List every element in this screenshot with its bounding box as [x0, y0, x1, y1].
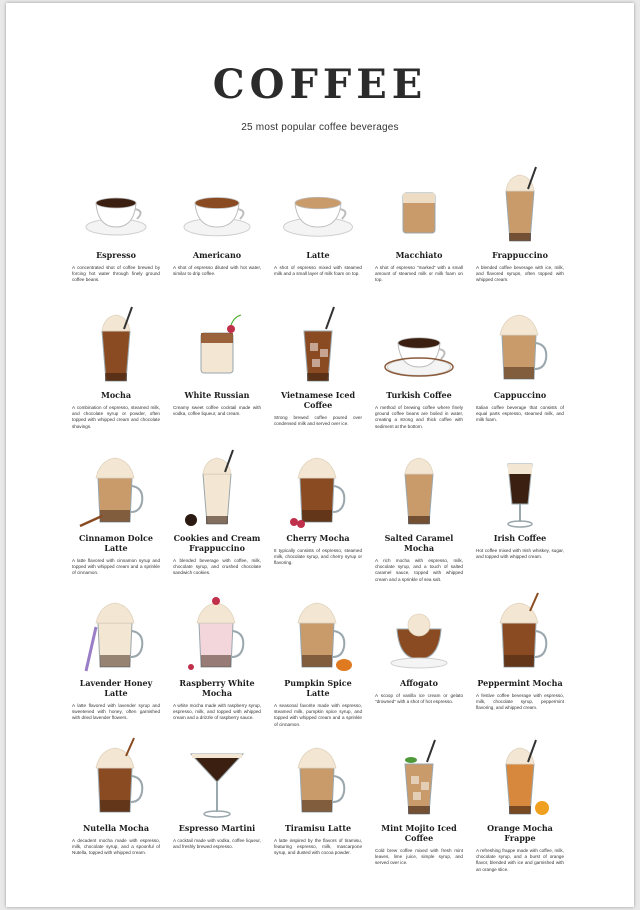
beverage-description: A shot of espresso "marked" with a small amount of steamed milk or milk foam on top.	[375, 265, 463, 283]
beverage-card	[476, 736, 564, 878]
nutella-mocha-glass-icon	[72, 736, 160, 820]
turkish-coffee-cup-icon	[375, 303, 463, 387]
beverage-description: Italian coffee beverage that consists of equal parts espresso, steamed milk, and milk foam.	[476, 405, 564, 423]
beverage-description: A blended coffee beverage with ice, milk, and flavored syrups, often topped with whipped cream.	[476, 265, 564, 283]
beverage-card	[274, 591, 362, 736]
beverage-card	[72, 591, 160, 736]
cinnamon-latte-mug-icon	[72, 446, 160, 530]
beverage-card	[274, 736, 362, 878]
beverage-name: Mint Mojito Iced Coffee	[381, 823, 457, 843]
beverage-description: Hot coffee mixed with Irish whiskey, sugar, and topped with whipped cream.	[476, 548, 564, 560]
beverage-card	[375, 736, 463, 878]
cherry-mocha-mug-icon	[274, 446, 362, 530]
beverage-description: A white mocha made with raspberry syrup, espresso, milk, and topped with whipped cream and a drizzle of raspberry sauce.	[173, 703, 261, 721]
beverage-card	[72, 163, 160, 303]
poster-title: COFFEE	[212, 61, 428, 108]
beverage-name: Espresso Martini	[178, 823, 256, 833]
beverage-description: A combination of espresso, steamed milk, and chocolate syrup or powder, often topped with whipped cream and chocolate shavings.	[72, 405, 160, 429]
beverage-card	[375, 446, 463, 591]
beverage-card	[375, 303, 463, 446]
mocha-glass-icon	[72, 303, 160, 387]
lavender-latte-mug-icon	[72, 591, 160, 675]
beverage-description: Strong brewed coffee poured over condensed milk and served over ice.	[274, 415, 362, 427]
beverage-description: A refreshing frappe made with coffee, milk, chocolate syrup, and a burst of orange flavor, blended with ice and garnished with an orange slice.	[476, 848, 564, 872]
beverage-description: A seasonal favorite made with espresso, steamed milk, pumpkin spice syrup, and topped with whipped cream and a sprinkle of cinnamon.	[274, 703, 362, 727]
mint-mojito-iced-coffee-icon	[375, 736, 463, 820]
beverage-name: Raspberry White Mocha	[179, 678, 255, 698]
beverage-card	[476, 446, 564, 591]
beverage-description: A cocktail made with vodka, coffee liqueur, and freshly brewed espresso.	[173, 838, 261, 850]
beverage-name: Frappuccino	[492, 250, 548, 260]
beverage-card	[72, 446, 160, 591]
cookies-frappuccino-icon	[173, 446, 261, 530]
salted-caramel-mocha-icon	[375, 446, 463, 530]
beverage-name: Cookies and Cream Frappuccino	[173, 533, 261, 553]
beverage-name: Mocha	[100, 390, 132, 400]
vietnamese-iced-coffee-icon	[274, 303, 362, 387]
beverage-card	[476, 303, 564, 446]
beverage-name: Vietnamese Iced Coffee	[280, 390, 356, 410]
beverage-description: Creamy sweet coffee cocktail made with vodka, coffee liqueur, and cream.	[173, 405, 261, 417]
beverage-name: White Russian	[184, 390, 250, 400]
beverage-name: Americano	[192, 250, 242, 260]
white-russian-glass-icon	[173, 303, 261, 387]
beverage-description: A shot of espresso diluted with hot water, similar to drip coffee.	[173, 265, 261, 277]
beverage-name: Tiramisu Latte	[284, 823, 352, 833]
beverage-name: Macchiato	[395, 250, 443, 260]
beverage-grid	[72, 163, 564, 878]
beverage-name: Nutella Mocha	[82, 823, 150, 833]
beverage-card	[274, 303, 362, 446]
beverage-name: Cinnamon Dolce Latte	[79, 533, 153, 553]
irish-coffee-glass-icon	[476, 446, 564, 530]
beverage-description: A latte inspired by the flavors of tiramisu, featuring espresso, milk, mascarpone syrup, and dusted with cocoa powder.	[274, 838, 362, 856]
beverage-description: A decadent mocha made with espresso, milk, chocolate syrup, and a spoonful of Nutella, topped with whipped cream.	[72, 838, 160, 856]
beverage-card	[173, 736, 261, 878]
beverage-name: Turkish Coffee	[386, 390, 452, 400]
beverage-card	[173, 163, 261, 303]
beverage-card	[72, 736, 160, 878]
beverage-name: Orange Mocha Frappe	[487, 823, 553, 843]
latte-cup-icon	[274, 163, 362, 247]
beverage-card	[274, 163, 362, 303]
tiramisu-latte-mug-icon	[274, 736, 362, 820]
beverage-description: Cold brew coffee mixed with fresh mint leaves, lime juice, simple syrup, and served over ice.	[375, 848, 463, 866]
beverage-description: A method of brewing coffee where finely ground coffee beans are boiled in water, creating a strong and thick coffee with sediment at the bottom.	[375, 405, 463, 429]
orange-mocha-frappe-icon	[476, 736, 564, 820]
beverage-description: A scoop of vanilla ice cream or gelato "drowned" with a shot of hot espresso.	[375, 693, 463, 705]
beverage-description: A blended beverage with coffee, milk, chocolate syrup, and crushed chocolate sandwich cookies.	[173, 558, 261, 576]
beverage-name: Peppermint Mocha	[477, 678, 563, 688]
beverage-card	[274, 446, 362, 591]
beverage-description: A latte flavored with lavender syrup and sweetened with honey, often garnished with dried lavender flowers.	[72, 703, 160, 721]
beverage-name: Cherry Mocha	[286, 533, 350, 543]
beverage-name: Lavender Honey Latte	[79, 678, 153, 698]
americano-cup-icon	[173, 163, 261, 247]
beverage-name: Latte	[306, 250, 330, 260]
beverage-description: A rich mocha with espresso, milk, chocolate syrup, and a touch of salted caramel sauce, topped with whipped cream and a sprinkle of sea salt.	[375, 558, 463, 582]
beverage-name: Affogato	[400, 678, 438, 688]
beverage-name: Cappuccino	[493, 390, 547, 400]
beverage-card	[375, 591, 463, 736]
espresso-martini-glass-icon	[173, 736, 261, 820]
affogato-glass-icon	[375, 591, 463, 675]
frappuccino-glass-icon	[476, 163, 564, 247]
espresso-cup-icon	[72, 163, 160, 247]
poster-subtitle: 25 most popular coffee beverages	[241, 122, 399, 133]
beverage-card	[173, 591, 261, 736]
beverage-description: A concentrated shot of coffee brewed by forcing hot water through finely ground coffee beans.	[72, 265, 160, 283]
beverage-card	[375, 163, 463, 303]
beverage-description: A shot of espresso mixed with steamed milk and a small layer of milk foam on top.	[274, 265, 362, 277]
beverage-card	[173, 446, 261, 591]
raspberry-mocha-glass-icon	[173, 591, 261, 675]
peppermint-mocha-mug-icon	[476, 591, 564, 675]
beverage-name: Pumpkin Spice Latte	[284, 678, 352, 698]
beverage-card	[476, 591, 564, 736]
beverage-description: A latte flavored with cinnamon syrup and topped with whipped cream and a sprinkle of cinnamon.	[72, 558, 160, 576]
beverage-name: Salted Caramel Mocha	[384, 533, 454, 553]
beverage-card	[72, 303, 160, 446]
beverage-description: A festive coffee beverage with espresso, milk, chocolate syrup, peppermint flavoring, and whipped cream.	[476, 693, 564, 711]
beverage-name: Irish Coffee	[493, 533, 547, 543]
cappuccino-glass-icon	[476, 303, 564, 387]
poster-sheet	[6, 3, 634, 907]
beverage-description: It typically consists of espresso, steamed milk, chocolate syrup, and cherry syrup or flavoring.	[274, 548, 362, 566]
pumpkin-latte-mug-icon	[274, 591, 362, 675]
macchiato-glass-icon	[375, 163, 463, 247]
beverage-card	[476, 163, 564, 303]
beverage-card	[173, 303, 261, 446]
beverage-name: Espresso	[96, 250, 136, 260]
